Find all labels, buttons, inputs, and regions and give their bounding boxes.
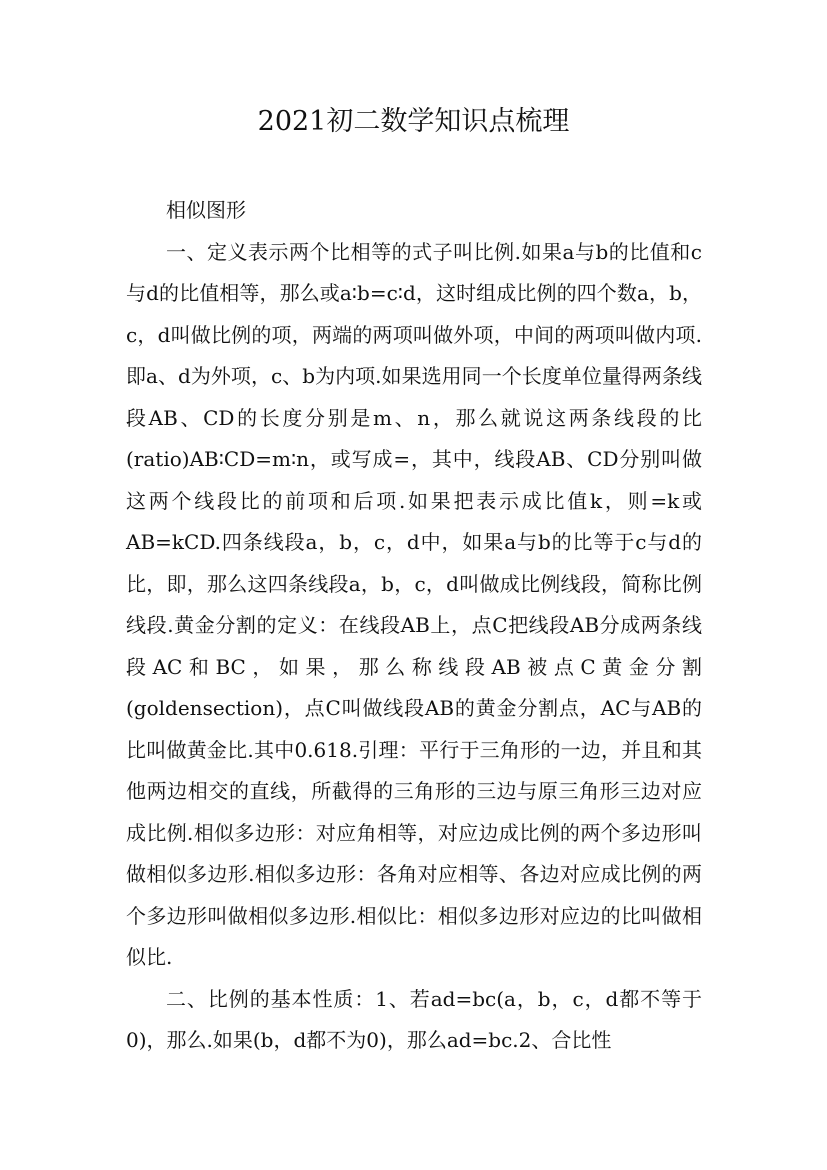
paragraph-properties: 二、比例的基本性质：1、若ad=bc(a，b，c，d都不等于0)，那么.如果(b，d都不为0)，那么ad=bc.2、合比性 (126, 986, 702, 1052)
paragraph-definition: 一、定义表示两个比相等的式子叫比例.如果a与b的比值和c与d的比值相等，那么或a∶b=c∶d，这时组成比例的四个数a，b，c，d叫做比例的项，两端的两项叫做外项，中间的两项叫做内项.即a、d为外项，c、b为内项.如果选用同一个长度单位量得两条线段AB、CD的长度分别是m、n，那么就说这两条线段的比(ratio)AB∶CD=m∶n，或写成=，其中，线段AB、CD分别叫做这两个线段比的前项和后项.如果把表示成比值k，则=k或AB=kCD.四条线段a，b，c，d中，如果a与b的比等于c与d的比，即，那么这四条线段a，b，c，d叫做成比例线段，简称比例线段.黄金分割的定义：在线段AB上，点C把线段AB分成两条线段AC和BC，如果，那么称线段AB被点C黄金分割(goldensection)，点C叫做线段AB的黄金分割点，AC与AB的比叫做黄金比.其中0.618.引理：平行于三角形的一边，并且和其他两边相交的直线，所截得的三角形的三边与原三角形三边对应成比例.相似多边形：对应角相等，对应边成比例的两个多边形叫做相似多边形.相似多边形：各角对应相等、各边对应成比例的两个多边形叫做相似多边形.相似比：相似多边形对应边的比叫做相似比. (126, 239, 702, 969)
document-title: 2021初二数学知识点梳理 (257, 106, 570, 137)
document-body (126, 190, 702, 1062)
section-heading: 相似图形 (166, 198, 246, 222)
